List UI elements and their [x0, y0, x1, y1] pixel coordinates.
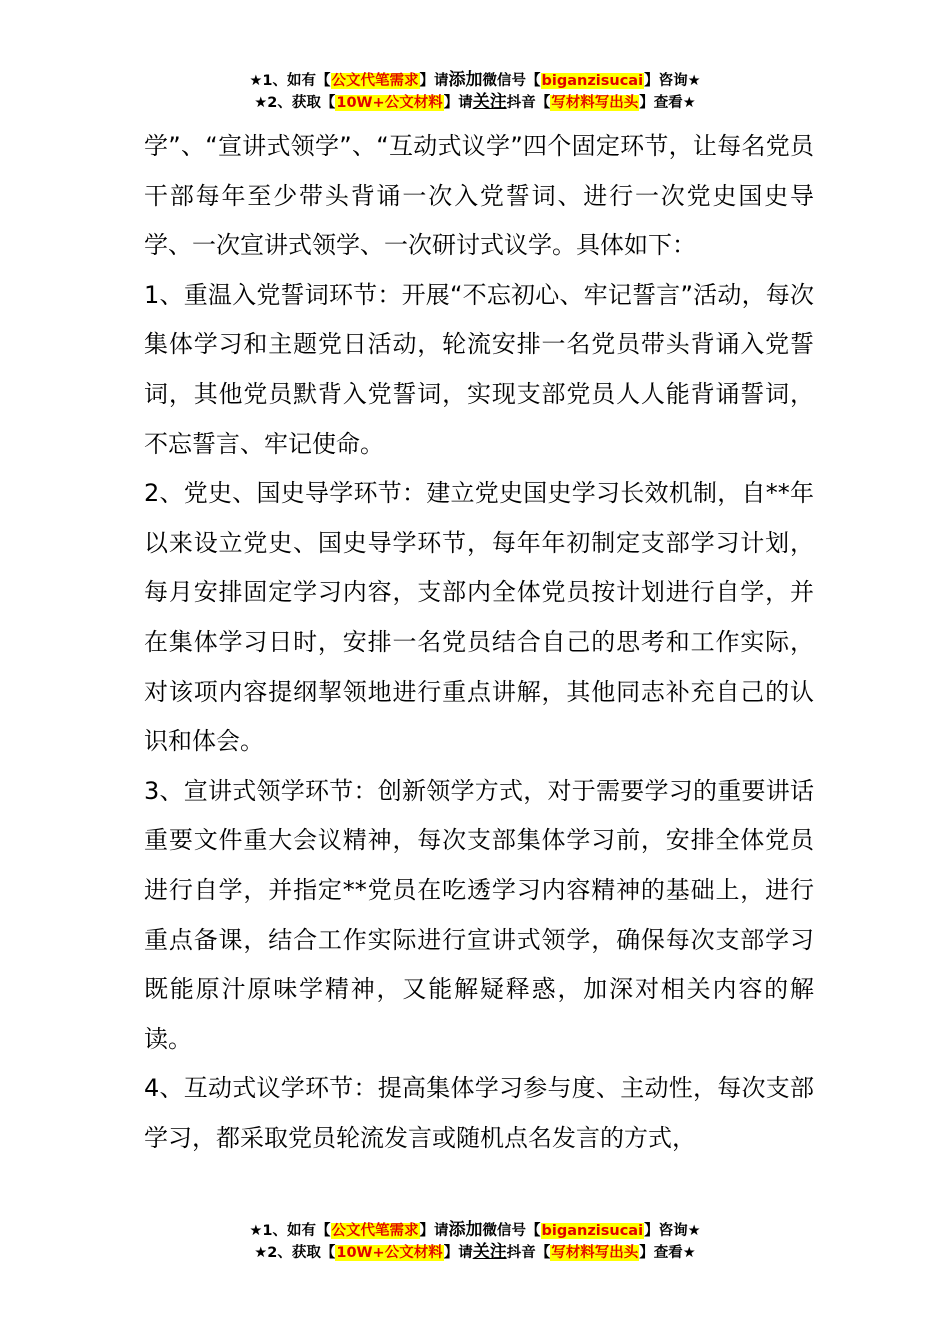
- banner-line-1: [0, 1220, 950, 1242]
- banner-text: 】请: [419, 73, 449, 89]
- banner-text: ★2、获取【: [254, 1245, 336, 1261]
- highlight-wechat-id: biganzisucai: [541, 1223, 644, 1239]
- banner-text: 】请: [419, 1223, 449, 1239]
- paragraph-interactive-study: 4、互动式议学环节：提高集体学习参与度、主动性，每次支部学习，都采取党员轮流发言或随机点名发言的方式，: [144, 1074, 814, 1152]
- banner-text: 】查看★: [639, 95, 696, 111]
- paragraph-history-study: 2、党史、国史导学环节：建立党史国史学习长效机制，自**年以来设立党史、国史导学环节，每年年初制定支部学习计划，每月安排固定学习内容，支部内全体党员按计划进行自学，并在集体学习日时，安排一名党员结合自己的思考和工作实际，对该项内容提纲挈领地进行重点讲解，其他同志补充自己的认识和体会。: [144, 479, 814, 756]
- banner-text: ★1、如有【: [249, 73, 331, 89]
- banner-text: 】请: [443, 1245, 473, 1261]
- paragraph-lecture-study: 3、宣讲式领学环节：创新领学方式，对于需要学习的重要讲话重要文件重大会议精神，每次支部集体学习前，安排全体党员进行自学，并指定**党员在吃透学习内容精神的基础上，进行重点备课，结合工作实际进行宣讲式领学，确保每次支部学习既能原汁原味学精神，又能解疑释惑，加深对相关内容的解读。: [144, 776, 814, 1053]
- highlight-service: 公文代笔需求: [331, 1223, 419, 1239]
- banner-text: ★1、如有【: [249, 1223, 331, 1239]
- highlight-materials: 10W+公文材料: [336, 95, 443, 111]
- banner-line-1: [0, 70, 950, 92]
- banner-emphasis: 关注: [472, 1242, 507, 1262]
- banner-text: 】查看★: [639, 1245, 696, 1261]
- banner-text: 】咨询★: [644, 1223, 701, 1239]
- banner-text: 】咨询★: [644, 73, 701, 89]
- header-banner: [0, 70, 950, 114]
- banner-emphasis: 添加: [448, 70, 483, 90]
- banner-line-2: [0, 1242, 950, 1264]
- document-body: [144, 122, 814, 1163]
- banner-text: 微信号【: [482, 73, 541, 89]
- highlight-service: 公文代笔需求: [331, 73, 419, 89]
- banner-text: ★2、获取【: [254, 95, 336, 111]
- paragraph-oath-review: 1、重温入党誓词环节：开展“不忘初心、牢记誓言”活动，每次集体学习和主题党日活动，轮流安排一名党员带头背诵入党誓词，其他党员默背入党誓词，实现支部党员人人能背诵誓词，不忘誓言、牢记使命。: [144, 280, 814, 458]
- highlight-douyin-account: 写材料写出头: [551, 95, 639, 111]
- paragraph-intro: 学”、“宣讲式领学”、“互动式议学”四个固定环节，让每名党员干部每年至少带头背诵一次入党誓词、进行一次党史国史导学、一次宣讲式领学、一次研讨式议学。具体如下：: [144, 132, 814, 260]
- banner-emphasis: 添加: [448, 1220, 483, 1240]
- footer-banner: [0, 1220, 950, 1264]
- banner-text: 微信号【: [482, 1223, 541, 1239]
- banner-text: 抖音【: [506, 1245, 551, 1261]
- highlight-wechat-id: biganzisucai: [541, 73, 644, 89]
- banner-text: 】请: [443, 95, 473, 111]
- banner-emphasis: 关注: [472, 92, 507, 112]
- banner-text: 抖音【: [506, 95, 551, 111]
- highlight-materials: 10W+公文材料: [336, 1245, 443, 1261]
- highlight-douyin-account: 写材料写出头: [551, 1245, 639, 1261]
- banner-line-2: [0, 92, 950, 114]
